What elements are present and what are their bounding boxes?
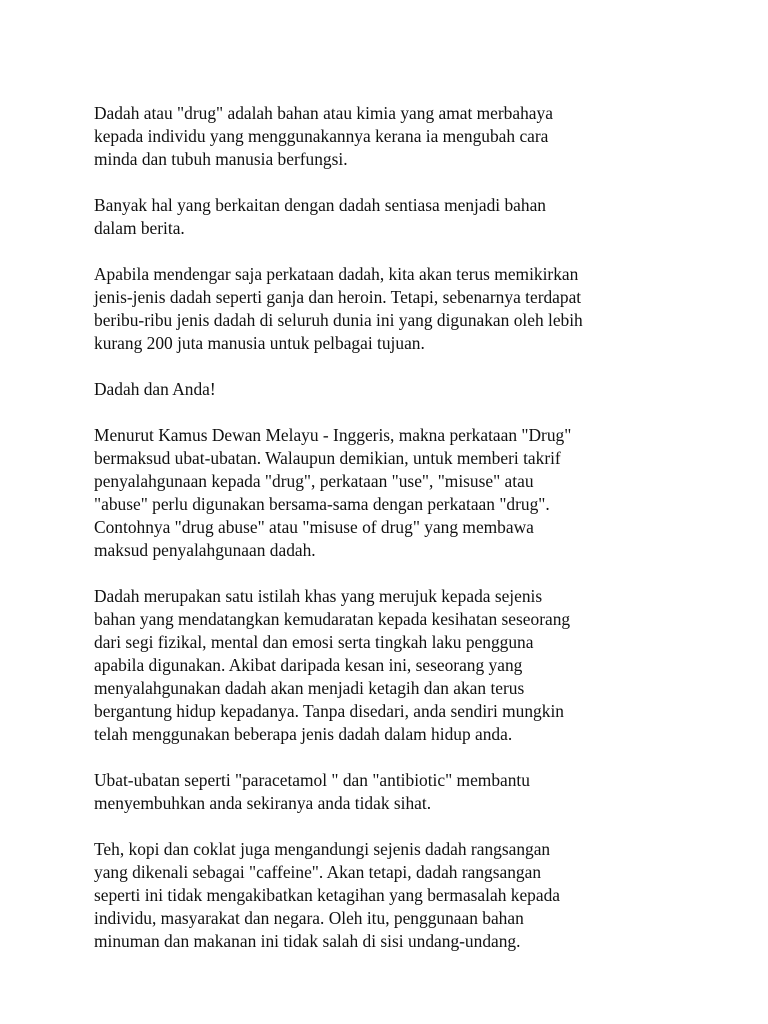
text-line: minuman dan makanan ini tidak salah di sisi undang-undang. xyxy=(94,931,521,951)
text-line: Banyak hal yang berkaitan dengan dadah sentiasa menjadi bahan xyxy=(94,195,546,215)
text-line: Dadah atau "drug" adalah bahan atau kimia yang amat merbahaya xyxy=(94,103,553,123)
text-line: kepada individu yang menggunakannya kerana ia mengubah cara xyxy=(94,126,549,146)
text-line: Dadah dan Anda! xyxy=(94,379,216,399)
paragraph xyxy=(94,194,714,240)
text-line: minda dan tubuh manusia berfungsi. xyxy=(94,149,348,169)
paragraph xyxy=(94,378,714,401)
text-line: jenis-jenis dadah seperti ganja dan heroin. Tetapi, sebenarnya terdapat xyxy=(94,287,582,307)
text-line: individu, masyarakat dan negara. Oleh itu, penggunaan bahan xyxy=(94,908,524,928)
document-body xyxy=(94,102,714,976)
text-line: beribu-ribu jenis dadah di seluruh dunia ini yang digunakan oleh lebih xyxy=(94,310,583,330)
text-line: Menurut Kamus Dewan Melayu - Inggeris, makna perkataan "Drug" xyxy=(94,425,572,445)
text-line: bergantung hidup kepadanya. Tanpa disedari, anda sendiri mungkin xyxy=(94,701,564,721)
text-line: menyembuhkan anda sekiranya anda tidak sihat. xyxy=(94,793,432,813)
text-line: yang dikenali sebagai "caffeine". Akan tetapi, dadah rangsangan xyxy=(94,862,542,882)
text-line: Teh, kopi dan coklat juga mengandungi sejenis dadah rangsangan xyxy=(94,839,551,859)
text-line: kurang 200 juta manusia untuk pelbagai tujuan. xyxy=(94,333,425,353)
paragraph xyxy=(94,102,714,171)
text-line: seperti ini tidak mengakibatkan ketagihan yang bermasalah kepada xyxy=(94,885,560,905)
text-line: Contohnya "drug abuse" atau "misuse of drug" yang membawa xyxy=(94,517,534,537)
text-line: "abuse" perlu digunakan bersama-sama dengan perkataan "drug". xyxy=(94,494,550,514)
text-line: Dadah merupakan satu istilah khas yang merujuk kepada sejenis xyxy=(94,586,543,606)
paragraph xyxy=(94,838,714,953)
text-line: maksud penyalahgunaan dadah. xyxy=(94,540,316,560)
paragraph xyxy=(94,585,714,746)
text-line: penyalahgunaan kepada "drug", perkataan "use", "misuse" atau xyxy=(94,471,534,491)
text-line: bermaksud ubat-ubatan. Walaupun demikian, untuk memberi takrif xyxy=(94,448,561,468)
paragraph xyxy=(94,424,714,562)
text-line: dari segi fizikal, mental dan emosi serta tingkah laku pengguna xyxy=(94,632,534,652)
text-line: bahan yang mendatangkan kemudaratan kepada kesihatan seseorang xyxy=(94,609,571,629)
text-line: Apabila mendengar saja perkataan dadah, kita akan terus memikirkan xyxy=(94,264,579,284)
text-line: dalam berita. xyxy=(94,218,185,238)
text-line: telah menggunakan beberapa jenis dadah dalam hidup anda. xyxy=(94,724,513,744)
paragraph xyxy=(94,769,714,815)
text-line: menyalahgunakan dadah akan menjadi ketagih dan akan terus xyxy=(94,678,525,698)
text-line: Ubat-ubatan seperti "paracetamol " dan "antibiotic" membantu xyxy=(94,770,530,790)
text-line: apabila digunakan. Akibat daripada kesan ini, seseorang yang xyxy=(94,655,523,675)
paragraph xyxy=(94,263,714,355)
